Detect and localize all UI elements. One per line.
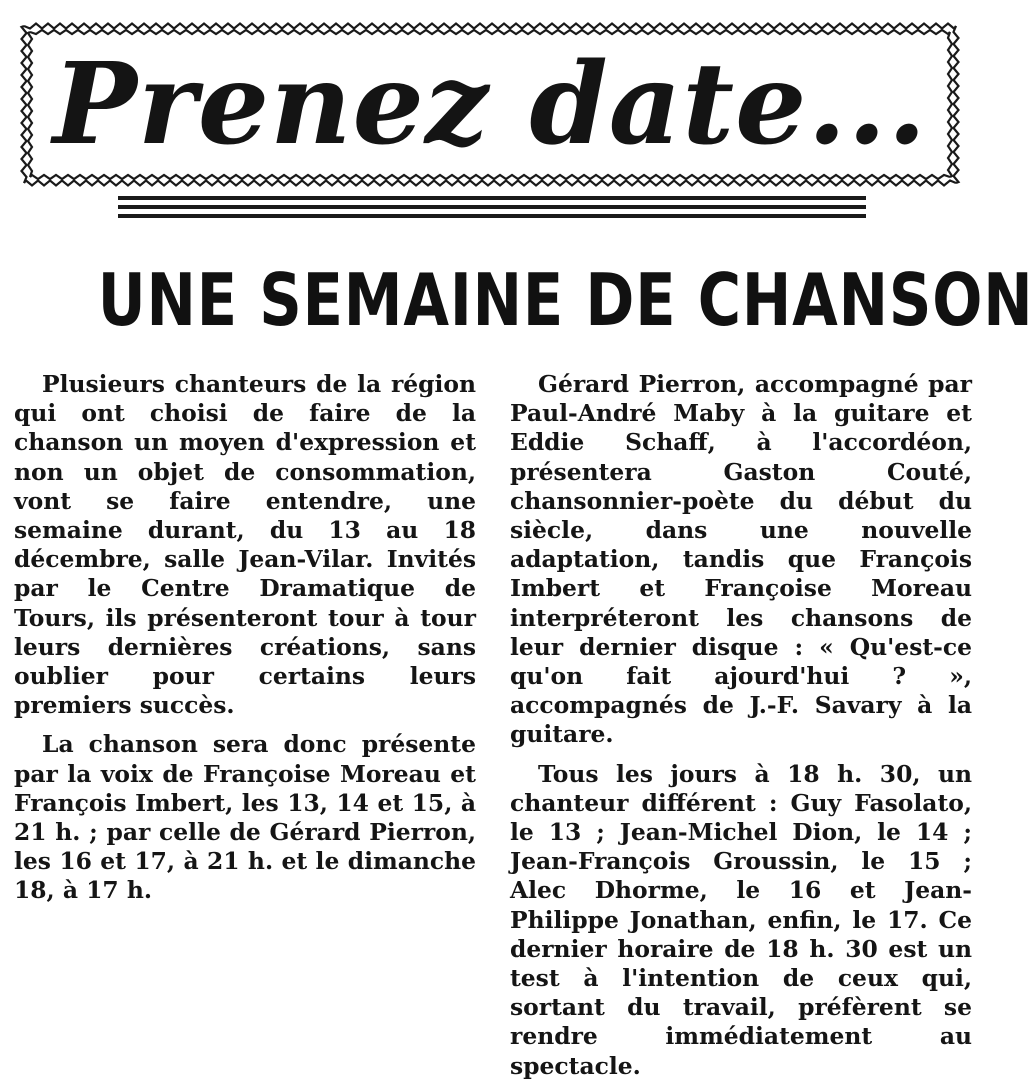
triple-rule-divider (118, 196, 866, 226)
paragraph: Tous les jours à 18 h. 30, un chanteur différent : Guy Fasolato, le 13 ; Jean-Michel Dion, le 14 ; Jean-François Groussin, le 15 ; Alec Dhorme, le 16 et Jean-Philippe Jonathan, enfin, le 17. Ce dernier horaire de 18 h. 30 est un test à l'intention de ceux qui, sortant du travail, préfèrent se rendre immédiatement au spectacle. (510, 759, 972, 1080)
article-left-column (14, 370, 476, 916)
article-headline: UNE SEMAINE DE CHANSON (97, 258, 1033, 342)
frame-zigzag-line (24, 24, 956, 29)
frame-zigzag-line (30, 175, 950, 179)
paragraph: Gérard Pierron, accompagné par Paul-André Maby à la guitare et Eddie Schaff, à l'accordéon, présentera Gaston Couté, chansonnier-poète du début du siècle, dans une nouvelle adaptation, tandis que François Imbert et Françoise Moreau interpréteront les chansons de leur dernier disque : « Qu'est-ce qu'on fait ajourd'hui ? », accompagnés de J.-F. Savary à la guitare. (510, 370, 972, 749)
rule-line (118, 205, 866, 209)
rule-line (118, 196, 866, 200)
paragraph: La chanson sera donc présente par la voix de Françoise Moreau et François Imbert, les 13, 14 et 15, à 21 h. ; par celle de Gérard Pierron, les 16 et 17, à 21 h. et le dimanche 18, à 17 h. (14, 730, 476, 905)
masthead-title: Prenez date... (20, 40, 960, 170)
rule-line (118, 214, 866, 218)
masthead-box (20, 22, 960, 187)
frame-zigzag-line (30, 30, 950, 34)
paragraph: Plusieurs chanteurs de la région qui ont choisi de faire de la chanson un moyen d'expression et non un objet de consommation, vont se faire entendre, une semaine durant, du 13 au 18 décembre, salle Jean-Vilar. Invités par le Centre Dramatique de Tours, ils présenteront tour à tour leurs dernières créations, sans oublier pour certains leurs premiers succès. (14, 370, 476, 720)
article-right-column (510, 370, 972, 1091)
frame-zigzag-line (24, 181, 956, 186)
